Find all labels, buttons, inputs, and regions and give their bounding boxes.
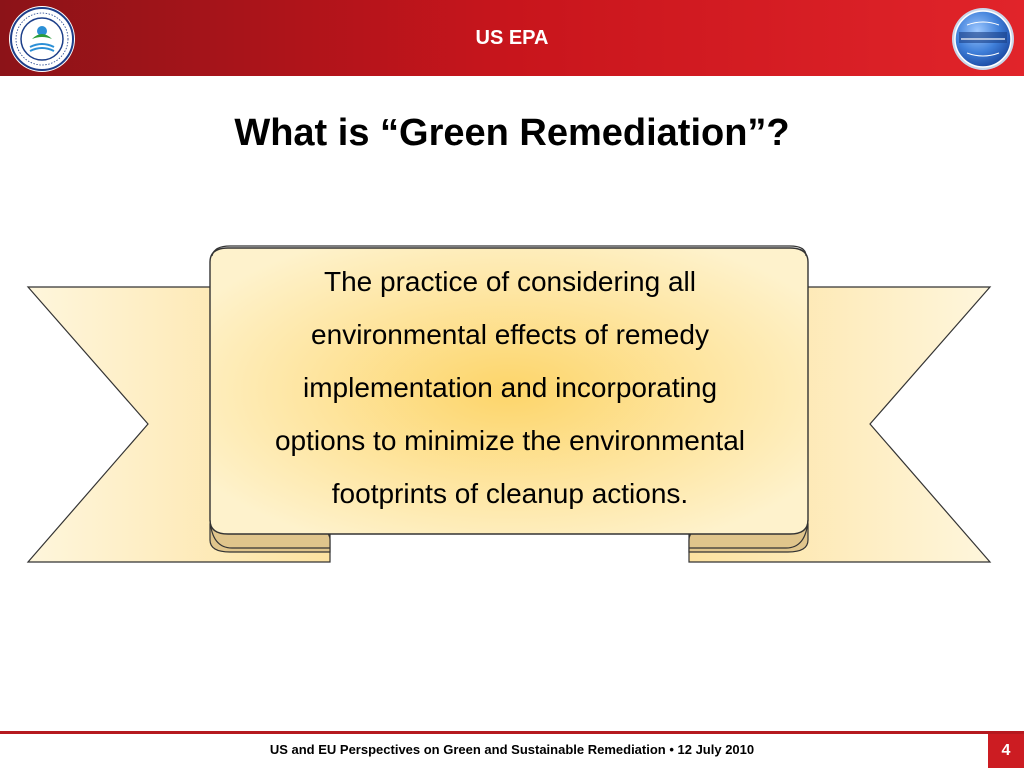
epa-seal-icon: [8, 5, 76, 73]
banner-line: The practice of considering all: [324, 266, 696, 297]
consoil-2010-badge-icon: [951, 7, 1015, 71]
header-title: US EPA: [475, 27, 549, 49]
header-bar: [0, 0, 1024, 76]
banner-line: implementation and incorporating: [302, 372, 718, 403]
banner-definition-text: [212, 255, 808, 520]
banner-line: options to minimize the environmental: [274, 425, 745, 456]
banner-line: environmental effects of remedy: [311, 319, 709, 350]
banner-line: footprints of cleanup actions.: [331, 478, 689, 509]
footer-divider: [0, 731, 1024, 734]
slide-title: What is “Green Remediation”?: [234, 112, 790, 154]
footer-caption: US and EU Perspectives on Green and Sustainable Remediation • 12 July 2010: [269, 742, 755, 757]
page-number-badge: 4: [988, 734, 1024, 768]
